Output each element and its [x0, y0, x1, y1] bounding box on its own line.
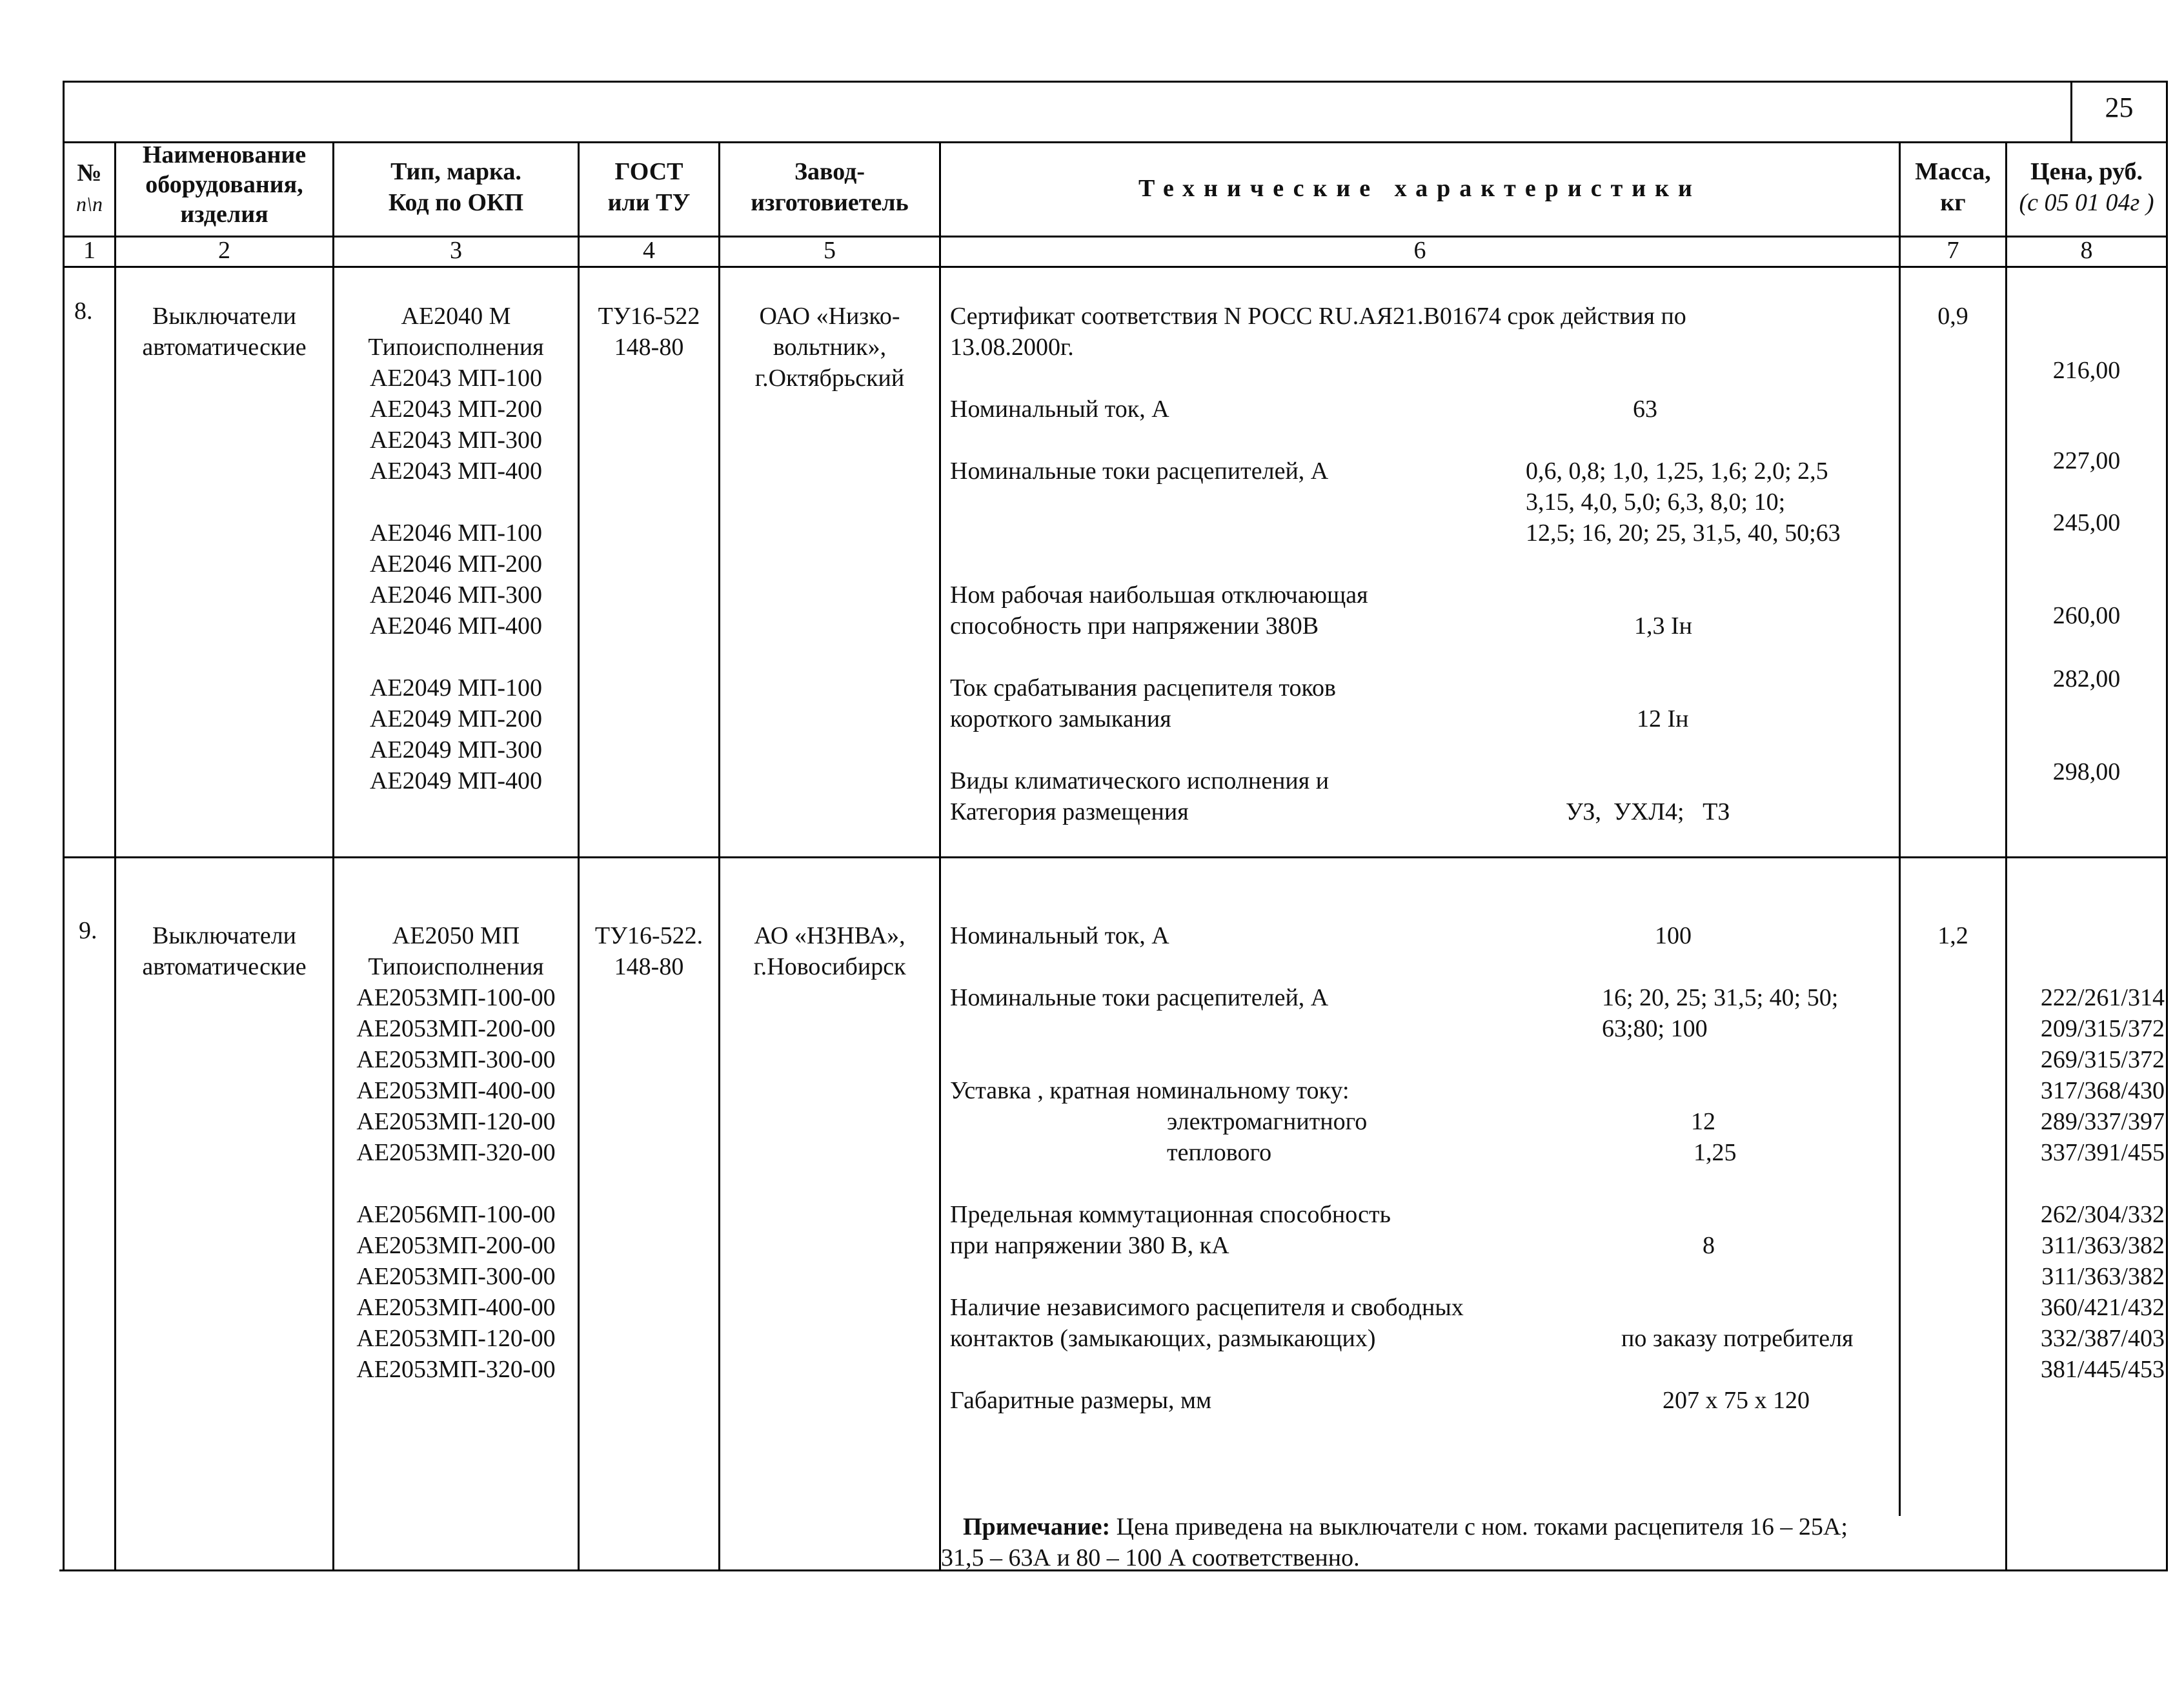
- row9-name: Выключатели автоматические: [142, 922, 307, 980]
- row8-release-values: 0,6, 0,8; 1,0, 1,25, 1,6; 2,0; 2,5 3,15, 4,0, 5,0; 6,3, 8,0; 10; 12,5; 16, 20; 25, 31,5, 40, 50;63: [1526, 458, 1841, 547]
- row9-thermal-value: 1,25: [1694, 1139, 1737, 1166]
- row9-gost: ТУ16-522. 148-80: [594, 922, 703, 980]
- row8-name: Выключатели автоматические: [142, 303, 307, 361]
- header-col-factory: Завод- изготовиетель: [751, 158, 909, 216]
- colnum-8: 8: [2080, 237, 2093, 264]
- row9-note-text: Цена приведена на выключатели с ном. токами расцепителя 16 – 25А;: [1110, 1513, 1848, 1540]
- row8-climate-value: УЗ, УХЛ4; ТЗ: [1566, 798, 1730, 825]
- row8-number: 8.: [74, 298, 93, 325]
- colnum-6: 6: [1413, 237, 1426, 264]
- row9-types: АЕ2050 МП Типоисполнения АЕ2053МП-100-00 АЕ2053МП-200-00 АЕ2053МП-300-00 АЕ2053МП-400-00 АЕ2053МП-120-00 АЕ2053МП-320-00 АЕ2056МП-100-00 АЕ2053МП-200-00 АЕ2053МП-300-00 АЕ2053МП-400-00 АЕ2053МП-120-00 АЕ2053МП-320-00: [356, 922, 556, 1383]
- row9-factory: АО «НЗНВА», г.Новосибирск: [753, 922, 906, 980]
- row8-nom-current-label: Номинальный ток, А: [950, 396, 1169, 423]
- row8-mass: 0,9: [1937, 303, 1968, 330]
- header-col-specs: Технические характеристики: [1138, 175, 1701, 202]
- row9-nom-current-label: Номинальный ток, А: [950, 922, 1169, 949]
- colnum-5: 5: [824, 237, 836, 264]
- colnum-bottom-line: [63, 266, 2168, 268]
- row9-dims-label: Габаритные размеры, мм: [950, 1387, 1212, 1414]
- row9-mass: 1,2: [1937, 922, 1968, 949]
- row9-switching-label: Предельная коммутационная способность при напряжении 380 В, кА: [950, 1201, 1391, 1259]
- row8-gost: ТУ16-522 148-80: [598, 303, 700, 361]
- row8-price-4: 260,00: [2052, 602, 2121, 629]
- row8-release-label: Номинальные токи расцепителей, А: [950, 458, 1329, 485]
- colnum-2: 2: [218, 237, 230, 264]
- row9-thermal-label: теплового: [1167, 1139, 1272, 1166]
- colnum-1: 1: [83, 237, 96, 264]
- row8-price-5: 282,00: [2052, 665, 2121, 692]
- row9-note-label: Примечание:: [963, 1513, 1111, 1540]
- row9-release-values: 16; 20, 25; 31,5; 40; 50; 63;80; 100: [1602, 984, 1839, 1042]
- row9-electromagnetic-label: электромагнитного: [1167, 1108, 1368, 1135]
- row9-dims-value: 207 х 75 х 120: [1663, 1387, 1810, 1414]
- row9-setting-label: Уставка , кратная номинальному току:: [950, 1077, 1350, 1104]
- row9-contacts-value: по заказу потребителя: [1621, 1325, 1854, 1352]
- colnum-3: 3: [450, 237, 462, 264]
- row9-electromagnetic-value: 12: [1691, 1108, 1715, 1135]
- row9-note-text-2: 31,5 – 63А и 80 – 100 А соответственно.: [941, 1544, 1360, 1571]
- row8-climate-label: Виды климатического исполнения и Категория размещения: [950, 767, 1330, 825]
- row8-price-3: 245,00: [2052, 509, 2121, 536]
- header-col-mass: Масса, кг: [1915, 158, 1991, 216]
- header-col-number: № п\п: [76, 159, 103, 216]
- row8-breaking-value: 1,3 Iн: [1634, 612, 1692, 640]
- row9-contacts-label: Наличие независимого расцепителя и свободных контактов (замыкающих, размыкающих): [950, 1294, 1464, 1352]
- row9-note: [963, 1511, 1848, 1542]
- row8-types: АЕ2040 М Типоисполнения АЕ2043 МП-100 АЕ2043 МП-200 АЕ2043 МП-300 АЕ2043 МП-400 АЕ2046 МП-100 АЕ2046 МП-200 АЕ2046 МП-300 АЕ2046 МП-400 АЕ2049 МП-100 АЕ2049 МП-200 АЕ2049 МП-300 АЕ2049 МП-400: [368, 303, 544, 794]
- header-col-gost: ГОСТ или ТУ: [607, 158, 691, 216]
- row9-prices: 222/261/314 209/315/372 269/315/372 317/368/430 289/337/397 337/391/455 262/304/332 311/363/382 311/363/382 360/421/432 332/387/403 381/445/453: [2040, 984, 2165, 1383]
- page-number: 25: [2105, 92, 2134, 123]
- header-col-type: Тип, марка. Код по ОКП: [388, 158, 524, 216]
- row9-switching-value: 8: [1703, 1232, 1715, 1259]
- col-line-5: [939, 141, 941, 1571]
- row8-price-1: 216,00: [2052, 357, 2121, 384]
- col-line-6: [1899, 141, 1901, 1516]
- row8-factory: ОАО «Низко- вольтник», г.Октябрьский: [754, 303, 905, 392]
- header-col-price: Цена, руб. (с 05 01 04г ): [2019, 158, 2154, 216]
- row8-price-2: 227,00: [2052, 447, 2121, 474]
- row-separator-line: [63, 856, 2168, 858]
- row9-release-label: Номинальные токи расцепителей, А: [950, 984, 1329, 1011]
- colnum-7: 7: [1946, 237, 1959, 264]
- table-border-left: [63, 81, 65, 1571]
- row8-price-6: 298,00: [2052, 758, 2121, 785]
- header-top-line: [63, 141, 2168, 143]
- row8-nom-current-value: 63: [1633, 396, 1657, 423]
- colnum-4: 4: [643, 237, 655, 264]
- row8-shortcircuit-label: Ток срабатывания расцепителя токов короткого замыкания: [950, 674, 1336, 732]
- header-col-name: Наименование оборудования, изделия: [142, 141, 307, 228]
- row9-nom-current-value: 100: [1655, 922, 1692, 949]
- table-border-top: [63, 81, 2168, 83]
- row8-shortcircuit-value: 12 Iн: [1637, 705, 1689, 732]
- row8-certificate: Сертификат соответствия N РОСС RU.АЯ21.В01674 срок действия по 13.08.2000г.: [950, 303, 1686, 361]
- row9-number: 9.: [79, 917, 97, 944]
- row8-breaking-label: Ном рабочая наибольшая отключающая способность при напряжении 380В: [950, 581, 1368, 640]
- table-border-right: [2166, 81, 2168, 1571]
